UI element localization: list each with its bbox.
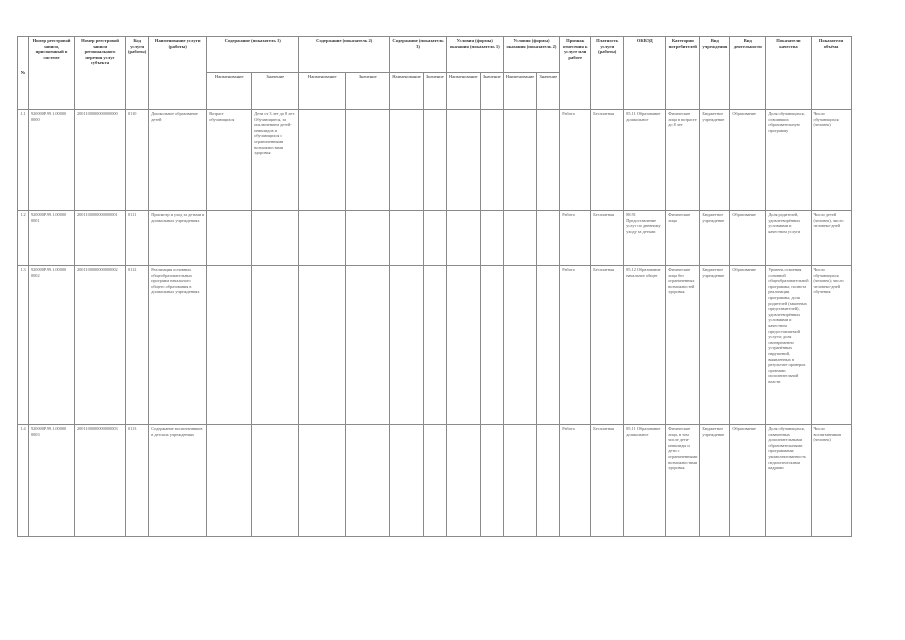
cell-content1-name xyxy=(207,211,252,266)
cell-empty xyxy=(299,211,346,266)
cell-service-name: Присмотр и уход за детьми в дошкольных учреждениях xyxy=(149,211,207,266)
cell-empty xyxy=(390,266,424,425)
cell-attribute: Работа xyxy=(560,211,591,266)
cell-empty xyxy=(503,425,537,537)
cell-empty xyxy=(299,110,346,211)
cell-empty xyxy=(537,425,560,537)
cell-reg-number-region: 2001100000000000002 xyxy=(75,266,126,425)
cell-attribute: Работа xyxy=(560,425,591,537)
cell-okved: 85.12 Образование начальное общее xyxy=(624,266,666,425)
cell-content1-name xyxy=(207,425,252,537)
cell-consumers: Физические лица xyxy=(666,211,700,266)
cell-empty xyxy=(503,266,537,425)
header-content-1: Содержание (показатель 1) xyxy=(207,37,299,73)
cell-empty xyxy=(390,110,424,211)
cell-empty xyxy=(346,110,390,211)
header-condition-2: Условия (формы) оказания (показатель 2) xyxy=(503,37,560,73)
header-service-code: Код услуги (работы) xyxy=(126,37,149,110)
cell-num: 1.1 xyxy=(18,110,29,211)
cell-okved: 85.11 Образование дошкольное xyxy=(624,425,666,537)
header-reg-number: Номер реестровой записи, присвоенный в системе xyxy=(29,37,75,110)
cell-institution-type: Бюджетное учреждение xyxy=(700,211,730,266)
header-content-3: Содержание (показатель 3) xyxy=(390,37,447,73)
table-row xyxy=(18,425,852,537)
cell-empty xyxy=(537,211,560,266)
cell-num: 1.3 xyxy=(18,266,29,425)
cell-payment: Бесплатная xyxy=(591,110,624,211)
cell-reg-number-region: 2001100000000000000 xyxy=(75,110,126,211)
cell-empty xyxy=(346,266,390,425)
cell-empty xyxy=(423,211,446,266)
header-content-2: Содержание (показатель 2) xyxy=(299,37,390,73)
cell-payment: Бесплатная xyxy=(591,266,624,425)
cell-consumers: Физические лица в возрасте до 8 лет xyxy=(666,110,700,211)
cell-service-code: 0111 xyxy=(126,211,149,266)
cell-activity-type: Образование xyxy=(730,211,766,266)
cell-service-code: 0112 xyxy=(126,266,149,425)
cell-service-name: Реализация основных общеобразовательных программ начального общего образования в дошкольных учреждениях xyxy=(149,266,207,425)
cell-reg-number: 920000Р.99.1.00000 0000 xyxy=(29,110,75,211)
cell-institution-type: Бюджетное учреждение xyxy=(700,425,730,537)
table-row xyxy=(18,211,852,266)
cell-content1-value xyxy=(252,211,299,266)
cell-empty xyxy=(480,266,503,425)
cell-content1-value xyxy=(252,425,299,537)
cell-service-name: Дошкольное образование детей xyxy=(149,110,207,211)
subheader-name: Наименование xyxy=(446,73,480,110)
cell-empty xyxy=(423,266,446,425)
cell-num: 1.4 xyxy=(18,425,29,537)
cell-empty xyxy=(503,110,537,211)
cell-attribute: Работа xyxy=(560,110,591,211)
service-registry-table xyxy=(17,36,852,537)
subheader-name: Наименование xyxy=(299,73,346,110)
cell-empty xyxy=(446,110,480,211)
table-row xyxy=(18,266,852,425)
cell-payment: Бесплатная xyxy=(591,211,624,266)
cell-volume: Число воспитанников (человек) xyxy=(811,425,851,537)
header-attribute: Признак отнесения к услуге или работе xyxy=(560,37,591,110)
subheader-value: Значение xyxy=(346,73,390,110)
cell-quality: Доля обучающихся, освоивших образовательную программу xyxy=(766,110,811,211)
subheader-value: Значение xyxy=(537,73,560,110)
cell-activity-type: Образование xyxy=(730,110,766,211)
cell-empty xyxy=(446,266,480,425)
cell-activity-type: Образование xyxy=(730,425,766,537)
cell-empty xyxy=(423,425,446,537)
registry-table-wrapper xyxy=(17,36,852,537)
cell-volume: Число обучающихся (человек) xyxy=(811,110,851,211)
cell-empty xyxy=(390,211,424,266)
header-quality: Показатели качества xyxy=(766,37,811,110)
header-consumers: Категории потребителей xyxy=(666,37,700,110)
cell-content1-value: Дети от 3 лет до 8 лет. Обучающиеся, за исключением детей-инвалидов и обучающихся с ограниченными возможностями здоровья xyxy=(252,110,299,211)
cell-empty xyxy=(480,425,503,537)
subheader-name: Наименование xyxy=(503,73,537,110)
cell-empty xyxy=(480,211,503,266)
cell-quality: Доля родителей, удовлетворённых условиями и качеством услуги xyxy=(766,211,811,266)
cell-reg-number: 920000Р.99.1.00000 0001 xyxy=(29,211,75,266)
cell-reg-number-region: 2001100000000000001 xyxy=(75,211,126,266)
cell-num: 1.2 xyxy=(18,211,29,266)
cell-service-name: Содержание воспитанников в детских учреждениях xyxy=(149,425,207,537)
cell-payment: Бесплатная xyxy=(591,425,624,537)
cell-quality: Уровень освоения основной общеобразовательной программы; полнота реализации программы; доля родителей (законных представителей), удовлетворённых условиями и качеством предоставляемой услуги; доля своевременно устранённых нарушений, выявленных в результате проверок органами исполнительной власти xyxy=(766,266,811,425)
cell-institution-type: Бюджетное учреждение xyxy=(700,266,730,425)
cell-okved: 88.91 Предоставление услуг по дневному уходу за детьми xyxy=(624,211,666,266)
cell-volume: Число обучающихся (человек); число человеко-дней обучения xyxy=(811,266,851,425)
cell-empty xyxy=(537,266,560,425)
header-service-name: Наименование услуги (работы) xyxy=(149,37,207,110)
cell-okved: 85.11 Образование дошкольное xyxy=(624,110,666,211)
cell-attribute: Работа xyxy=(560,266,591,425)
cell-volume: Число детей (человек), число человеко-дней xyxy=(811,211,851,266)
cell-reg-number: 920000Р.99.1.00000 0002 xyxy=(29,266,75,425)
cell-institution-type: Бюджетное учреждение xyxy=(700,110,730,211)
header-volume: Показатели объёма xyxy=(811,37,851,110)
cell-service-code: 0113 xyxy=(126,425,149,537)
header-institution-type: Вид учреждения xyxy=(700,37,730,110)
cell-empty xyxy=(346,211,390,266)
cell-reg-number: 920000Р.99.1.00000 0003 xyxy=(29,425,75,537)
cell-empty xyxy=(446,425,480,537)
cell-empty xyxy=(299,425,346,537)
header-reg-number-region: Номер реестровой записи регионального перечня услуг субъекта xyxy=(75,37,126,110)
cell-empty xyxy=(446,211,480,266)
cell-empty xyxy=(423,110,446,211)
subheader-name: Наименование xyxy=(390,73,424,110)
cell-empty xyxy=(390,425,424,537)
subheader-value: Значение xyxy=(252,73,299,110)
cell-empty xyxy=(537,110,560,211)
cell-service-code: 0110 xyxy=(126,110,149,211)
subheader-value: Значение xyxy=(423,73,446,110)
table-row xyxy=(18,110,852,211)
cell-consumers: Физические лица, в том числе дети-инвалиды и дети с ограниченными возможностями здоровья xyxy=(666,425,700,537)
subheader-name: Наименование xyxy=(207,73,252,110)
cell-empty xyxy=(503,211,537,266)
cell-empty xyxy=(346,425,390,537)
header-payment: Платность услуги (работы) xyxy=(591,37,624,110)
cell-quality: Доля обучающихся, охваченных дополнительными образовательными программами; укомплектованность педагогическими кадрами xyxy=(766,425,811,537)
cell-empty xyxy=(480,110,503,211)
header-condition-1: Условия (формы) оказания (показатель 1) xyxy=(446,37,503,73)
header-activity-type: Вид деятельности xyxy=(730,37,766,110)
header-num: № xyxy=(18,37,29,110)
subheader-value: Значение xyxy=(480,73,503,110)
cell-content1-value xyxy=(252,266,299,425)
cell-content1-name xyxy=(207,266,252,425)
header-okved: ОКВЭД xyxy=(624,37,666,110)
cell-consumers: Физические лица без ограниченных возможностей здоровья xyxy=(666,266,700,425)
cell-empty xyxy=(299,266,346,425)
cell-reg-number-region: 2001100000000000003 xyxy=(75,425,126,537)
cell-content1-name: Возраст обучающихся xyxy=(207,110,252,211)
cell-activity-type: Образование xyxy=(730,266,766,425)
